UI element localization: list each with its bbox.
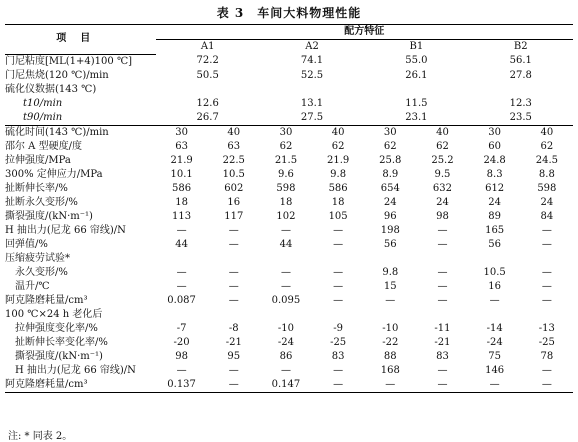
table-cell: —: [541, 266, 552, 278]
table-cell: —: [333, 238, 344, 250]
table-cell: 40: [312, 125, 364, 140]
table-cell: 62: [436, 140, 449, 152]
table-cell: 74.1: [300, 55, 324, 67]
table-cell: [521, 308, 573, 322]
table-cell: 9.8: [330, 168, 347, 180]
table-cell: 24: [383, 196, 397, 208]
row-label: 永久变形/%: [15, 266, 68, 278]
table-row: [5, 224, 573, 238]
table-cell: 98: [436, 210, 449, 222]
table-cell: —: [333, 364, 344, 376]
table-cell: -24: [277, 336, 294, 348]
table-row: [5, 69, 573, 83]
table-cell: 612: [485, 182, 505, 194]
properties-table: [5, 24, 573, 393]
row-label: H 抽出力(尼龙 66 帘线)/N: [5, 224, 126, 236]
table-cell: 60: [488, 140, 501, 152]
table-cell: 21.9: [326, 154, 350, 166]
table-cell: 89: [488, 210, 501, 222]
table-cell: 21.9: [170, 154, 193, 166]
table-cell: 22.5: [222, 154, 245, 166]
table-cell: 24: [540, 196, 554, 208]
table-cell: [312, 252, 364, 266]
table-cell: —: [385, 294, 396, 306]
row-label: 300% 定伸应力/MPa: [5, 168, 103, 180]
table-cell: —: [208, 378, 260, 393]
table-cell: 40: [521, 125, 573, 140]
table-cell: 18: [331, 196, 345, 208]
formula-header-b2: B2: [513, 41, 528, 52]
table-cell: 586: [172, 182, 192, 194]
table-cell: 21.5: [274, 154, 298, 166]
table-cell: 55.0: [405, 55, 428, 67]
table-cell: —: [541, 294, 552, 306]
table-cell: —: [280, 364, 291, 376]
table-cell: 75: [488, 350, 501, 362]
table-cell: 10.1: [170, 168, 193, 180]
table-cell: —: [176, 266, 187, 278]
table-row: [5, 196, 573, 210]
table-row: [5, 54, 573, 69]
row-label: 扯断伸长率变化率/%: [15, 336, 108, 348]
table-cell: 23.1: [405, 111, 428, 123]
table-cell: —: [228, 364, 239, 376]
table-row: [5, 238, 573, 252]
table-cell: [364, 83, 468, 97]
table-cell: —: [541, 224, 552, 236]
table-cell: 50.5: [196, 69, 219, 81]
table-cell: 44: [175, 238, 188, 250]
table-cell: —: [176, 364, 187, 376]
item-column-header: 项目: [5, 25, 156, 55]
table-cell: 9.6: [277, 168, 294, 180]
table-cell: 24.8: [483, 154, 506, 166]
table-cell: 98: [175, 350, 188, 362]
table-cell: —: [416, 378, 468, 393]
table-cell: -22: [382, 336, 399, 348]
table-cell: 78: [540, 350, 554, 362]
table-cell: 0.147: [260, 378, 312, 393]
formula-header-a2: A2: [305, 41, 319, 52]
table-cell: 62: [279, 140, 293, 152]
table-cell: [260, 252, 312, 266]
row-label: 扯断永久变形/%: [5, 196, 78, 208]
table-cell: 12.3: [509, 97, 532, 109]
table-cell: [416, 252, 468, 266]
table-cell: 18: [279, 196, 293, 208]
table-cell: [156, 83, 260, 97]
table-cell: 83: [331, 350, 345, 362]
table-cell: 15: [383, 280, 397, 292]
table-cell: [521, 252, 573, 266]
table-cell: 16: [488, 280, 501, 292]
row-label: 阿克隆磨耗量/cm³: [5, 294, 88, 306]
row-label: 温升/℃: [15, 280, 50, 292]
table-cell: —: [333, 266, 344, 278]
table-cell: —: [489, 294, 500, 306]
table-row: [5, 210, 573, 224]
table-cell: 56.1: [509, 55, 532, 67]
table-note: 注: * 同表 2。: [8, 431, 73, 442]
table-cell: 0.095: [271, 294, 301, 306]
table-cell: —: [228, 294, 239, 306]
table-cell: 56: [488, 238, 501, 250]
table-cell: [469, 308, 521, 322]
table-cell: 8.8: [538, 168, 555, 180]
table-cell: —: [541, 280, 552, 292]
table-cell: 598: [537, 182, 557, 194]
table-cell: [208, 308, 260, 322]
table-cell: 62: [331, 140, 345, 152]
table-cell: 40: [208, 125, 260, 140]
table-cell: 30: [364, 125, 416, 140]
table-cell: 84: [540, 210, 554, 222]
table-cell: 11.5: [405, 97, 428, 109]
table-row: [5, 168, 573, 182]
table-title: 表 3 车间大料物理性能: [216, 6, 362, 20]
table-row: [5, 97, 573, 111]
table-cell: —: [364, 378, 416, 393]
row-label: 扯断伸长率/%: [5, 182, 68, 194]
table-cell: 0.087: [167, 294, 196, 306]
table-cell: —: [469, 378, 521, 393]
table-cell: 18: [175, 196, 188, 208]
table-cell: 117: [224, 210, 244, 222]
table-cell: —: [280, 280, 291, 292]
table-cell: —: [333, 280, 344, 292]
table-cell: —: [176, 280, 187, 292]
table-cell: —: [228, 280, 239, 292]
formula-header-a1: A1: [200, 41, 215, 52]
table-cell: 24: [436, 196, 449, 208]
table-cell: 654: [380, 182, 400, 194]
table-cell: —: [228, 266, 239, 278]
table-row: [5, 364, 573, 378]
table-cell: —: [521, 378, 573, 393]
table-row: [5, 308, 573, 322]
formula-header-b1: B1: [409, 41, 424, 52]
row-label: 邵尔 A 型硬度/度: [5, 140, 82, 152]
table-cell: 95: [227, 350, 241, 362]
table-cell: 10.5: [483, 266, 506, 278]
row-label: 回弹值/%: [5, 238, 48, 250]
table-cell: 63: [175, 140, 188, 152]
table-cell: [469, 83, 573, 97]
table-cell: 9.5: [434, 168, 451, 180]
table-cell: 10.5: [222, 168, 245, 180]
table-cell: -14: [486, 322, 503, 334]
table-cell: —: [280, 224, 291, 236]
table-cell: 602: [224, 182, 244, 194]
table-cell: 16: [227, 196, 241, 208]
table-cell: -10: [277, 322, 294, 334]
table-cell: [469, 252, 521, 266]
table-cell: 30: [469, 125, 521, 140]
table-cell: 25.2: [431, 154, 454, 166]
table-cell: 96: [383, 210, 397, 222]
table-cell: 52.5: [300, 69, 324, 81]
table-cell: 27.8: [509, 69, 532, 81]
table-cell: 598: [276, 182, 296, 194]
table-cell: —: [437, 224, 448, 236]
table-cell: 8.9: [382, 168, 399, 180]
table-cell: 62: [383, 140, 397, 152]
table-cell: 24.5: [535, 154, 558, 166]
table-cell: 9.8: [382, 266, 399, 278]
row-label: 硫化仪数据(143 ℃): [5, 83, 97, 95]
row-label: t90/min: [23, 111, 63, 123]
table-cell: 13.1: [300, 97, 324, 109]
table-row: [5, 294, 573, 308]
table-cell: —: [541, 364, 552, 376]
table-cell: —: [333, 294, 344, 306]
table-cell: [208, 252, 260, 266]
table-row: [5, 140, 573, 154]
table-cell: [260, 83, 364, 97]
row-label: t10/min: [23, 97, 63, 109]
table-row: [5, 266, 573, 280]
table-cell: -9: [333, 322, 343, 334]
table-cell: [260, 308, 312, 322]
table-cell: —: [437, 294, 448, 306]
table-cell: -24: [486, 336, 503, 348]
table-cell: 83: [436, 350, 449, 362]
table-cell: 632: [432, 182, 452, 194]
table-cell: -21: [225, 336, 242, 348]
table-cell: 30: [260, 125, 312, 140]
table-cell: 12.6: [196, 97, 219, 109]
table-cell: 62: [540, 140, 554, 152]
table-cell: —: [176, 224, 187, 236]
table-cell: 102: [276, 210, 296, 222]
table-cell: —: [437, 364, 448, 376]
table-cell: 27.5: [300, 111, 324, 123]
table-cell: 146: [485, 364, 505, 376]
table-cell: —: [333, 224, 344, 236]
table-cell: —: [541, 238, 552, 250]
table-cell: —: [228, 238, 239, 250]
table-cell: 24: [488, 196, 501, 208]
table-row: [5, 350, 573, 364]
table-row: [5, 154, 573, 168]
table-cell: 26.1: [405, 69, 428, 81]
table-cell: [416, 308, 468, 322]
table-cell: 40: [416, 125, 468, 140]
table-cell: -20: [173, 336, 190, 348]
table-row: [5, 83, 573, 97]
row-label: 拉伸强度/MPa: [5, 154, 71, 166]
table-cell: 56: [383, 238, 397, 250]
table-row: [5, 252, 573, 266]
table-row: [5, 322, 573, 336]
formula-group-header: 配方特征: [156, 25, 573, 40]
row-label: 门尼焦烧(120 ℃)/min: [5, 69, 109, 81]
table-cell: 0.137: [156, 378, 208, 393]
table-cell: 23.5: [509, 111, 532, 123]
table-cell: 198: [380, 224, 400, 236]
table-cell: —: [312, 378, 364, 393]
table-cell: 113: [172, 210, 192, 222]
row-label: 撕裂强度/(kN·m⁻¹): [5, 210, 93, 222]
row-label: 硫化时间(143 ℃)/min: [5, 125, 156, 140]
table-cell: 44: [279, 238, 293, 250]
table-cell: 63: [227, 140, 241, 152]
table-cell: -13: [538, 322, 555, 334]
row-label: 100 ℃×24 h 老化后: [5, 308, 103, 320]
table-cell: 86: [279, 350, 293, 362]
table-cell: -11: [434, 322, 451, 334]
table-cell: [156, 308, 208, 322]
table-cell: 105: [328, 210, 348, 222]
row-label: 拉伸强度变化率/%: [15, 322, 98, 334]
table-row: [5, 125, 573, 140]
table-cell: 26.7: [196, 111, 219, 123]
table-cell: -8: [228, 322, 239, 334]
table-cell: —: [280, 266, 291, 278]
table-cell: [312, 308, 364, 322]
table-cell: 72.2: [196, 55, 219, 67]
table-cell: 165: [485, 224, 505, 236]
table-cell: -25: [538, 336, 555, 348]
table-cell: 586: [328, 182, 348, 194]
table-row: [5, 336, 573, 350]
table-cell: -21: [434, 336, 451, 348]
header-row-1: [5, 25, 573, 40]
table-body: [5, 54, 573, 392]
row-label: 阿克隆磨耗量/cm³: [5, 378, 156, 393]
table-cell: -10: [382, 322, 399, 334]
table-row: [5, 111, 573, 126]
table-cell: -25: [330, 336, 347, 348]
row-label: 门尼粘度[ML(1+4)100 ℃]: [5, 55, 133, 67]
table-cell: —: [437, 266, 448, 278]
table-cell: [364, 252, 416, 266]
table-cell: 8.3: [486, 168, 503, 180]
table-cell: [156, 252, 208, 266]
row-label: 压缩疲劳试验*: [5, 252, 70, 264]
table-row: [5, 378, 573, 393]
table-row: [5, 182, 573, 196]
table-cell: 168: [380, 364, 400, 376]
table-cell: -7: [176, 322, 187, 334]
row-label: 撕裂强度/(kN·m⁻¹): [15, 350, 103, 362]
table-cell: 25.8: [379, 154, 402, 166]
table-cell: —: [437, 280, 448, 292]
row-label: H 抽出力(尼龙 66 帘线)/N: [15, 364, 136, 376]
table-cell: —: [228, 224, 239, 236]
table-row: [5, 280, 573, 294]
table-cell: 30: [156, 125, 208, 140]
table-cell: 88: [383, 350, 397, 362]
table-cell: —: [437, 238, 448, 250]
table-cell: [364, 308, 416, 322]
